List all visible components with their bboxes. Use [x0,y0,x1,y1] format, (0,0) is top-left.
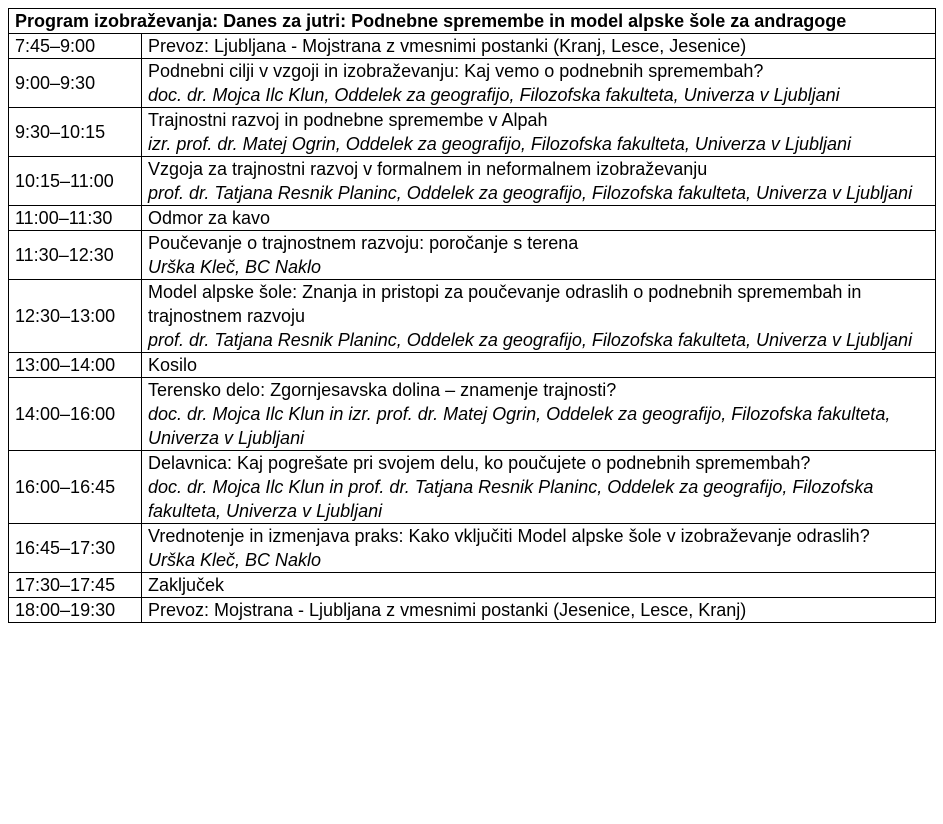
session-speaker: doc. dr. Mojca Ilc Klun in prof. dr. Tatjana Resnik Planinc, Oddelek za geografijo, Filozofska fakulteta, Univerza v Ljubljani [148,477,874,521]
session-cell [142,353,936,378]
session-cell [142,34,936,59]
session-cell [142,157,936,206]
time-cell: 16:45–17:30 [9,524,142,573]
schedule-row [9,108,936,157]
schedule-row [9,598,936,623]
program-title: Program izobraževanja: Danes za jutri: Podnebne spremembe in model alpske šole za andragoge [9,9,936,34]
session-speaker: prof. dr. Tatjana Resnik Planinc, Oddelek za geografijo, Filozofska fakulteta, Univerza v Ljubljani [148,330,913,350]
schedule-row [9,451,936,524]
schedule-row [9,206,936,231]
session-title: Podnebni cilji v vzgoji in izobraževanju: Kaj vemo o podnebnih spremembah? [148,61,764,81]
schedule-row [9,280,936,353]
schedule-row [9,524,936,573]
session-title: Kosilo [148,355,198,375]
session-cell [142,378,936,451]
session-cell [142,598,936,623]
session-title: Prevoz: Ljubljana - Mojstrana z vmesnimi postanki (Kranj, Lesce, Jesenice) [148,36,747,56]
schedule-row [9,34,936,59]
session-title: Prevoz: Mojstrana - Ljubljana z vmesnimi postanki (Jesenice, Lesce, Kranj) [148,600,747,620]
session-title: Odmor za kavo [148,208,271,228]
session-speaker: doc. dr. Mojca Ilc Klun, Oddelek za geografijo, Filozofska fakulteta, Univerza v Ljubljani [148,85,840,105]
schedule-row [9,59,936,108]
time-cell: 11:00–11:30 [9,206,142,231]
schedule-row [9,353,936,378]
session-title: Model alpske šole: Znanja in pristopi za poučevanje odraslih o podnebnih spremembah in trajnostnem razvoju [148,282,862,326]
session-cell [142,206,936,231]
schedule-row [9,378,936,451]
time-cell: 9:30–10:15 [9,108,142,157]
session-title: Terensko delo: Zgornjesavska dolina – znamenje trajnosti? [148,380,617,400]
time-cell: 13:00–14:00 [9,353,142,378]
session-title: Zaključek [148,575,225,595]
session-title: Vzgoja za trajnostni razvoj v formalnem in neformalnem izobraževanju [148,159,708,179]
time-cell: 16:00–16:45 [9,451,142,524]
program-body [9,9,936,623]
time-cell: 18:00–19:30 [9,598,142,623]
session-cell [142,108,936,157]
session-cell [142,573,936,598]
time-cell: 14:00–16:00 [9,378,142,451]
time-cell: 10:15–11:00 [9,157,142,206]
session-speaker: Urška Kleč, BC Naklo [148,550,322,570]
title-row [9,9,936,34]
time-cell: 9:00–9:30 [9,59,142,108]
session-title: Delavnica: Kaj pogrešate pri svojem delu, ko poučujete o podnebnih spremembah? [148,453,811,473]
schedule-row [9,231,936,280]
schedule-row [9,157,936,206]
session-speaker: Urška Kleč, BC Naklo [148,257,322,277]
session-cell [142,524,936,573]
session-speaker: doc. dr. Mojca Ilc Klun in izr. prof. dr. Matej Ogrin, Oddelek za geografijo, Filozofska fakulteta, Univerza v Ljubljani [148,404,891,448]
schedule-row [9,573,936,598]
session-cell [142,451,936,524]
session-speaker: prof. dr. Tatjana Resnik Planinc, Oddelek za geografijo, Filozofska fakulteta, Univerza v Ljubljani [148,183,913,203]
session-cell [142,280,936,353]
session-speaker: izr. prof. dr. Matej Ogrin, Oddelek za geografijo, Filozofska fakulteta, Univerza v Ljubljani [148,134,851,154]
session-title: Vrednotenje in izmenjava praks: Kako vključiti Model alpske šole v izobraževanje odraslih? [148,526,870,546]
session-title: Poučevanje o trajnostnem razvoju: poročanje s terena [148,233,579,253]
time-cell: 17:30–17:45 [9,573,142,598]
program-table [8,8,936,623]
session-title: Trajnostni razvoj in podnebne spremembe v Alpah [148,110,548,130]
session-cell [142,231,936,280]
time-cell: 11:30–12:30 [9,231,142,280]
session-cell [142,59,936,108]
time-cell: 7:45–9:00 [9,34,142,59]
time-cell: 12:30–13:00 [9,280,142,353]
